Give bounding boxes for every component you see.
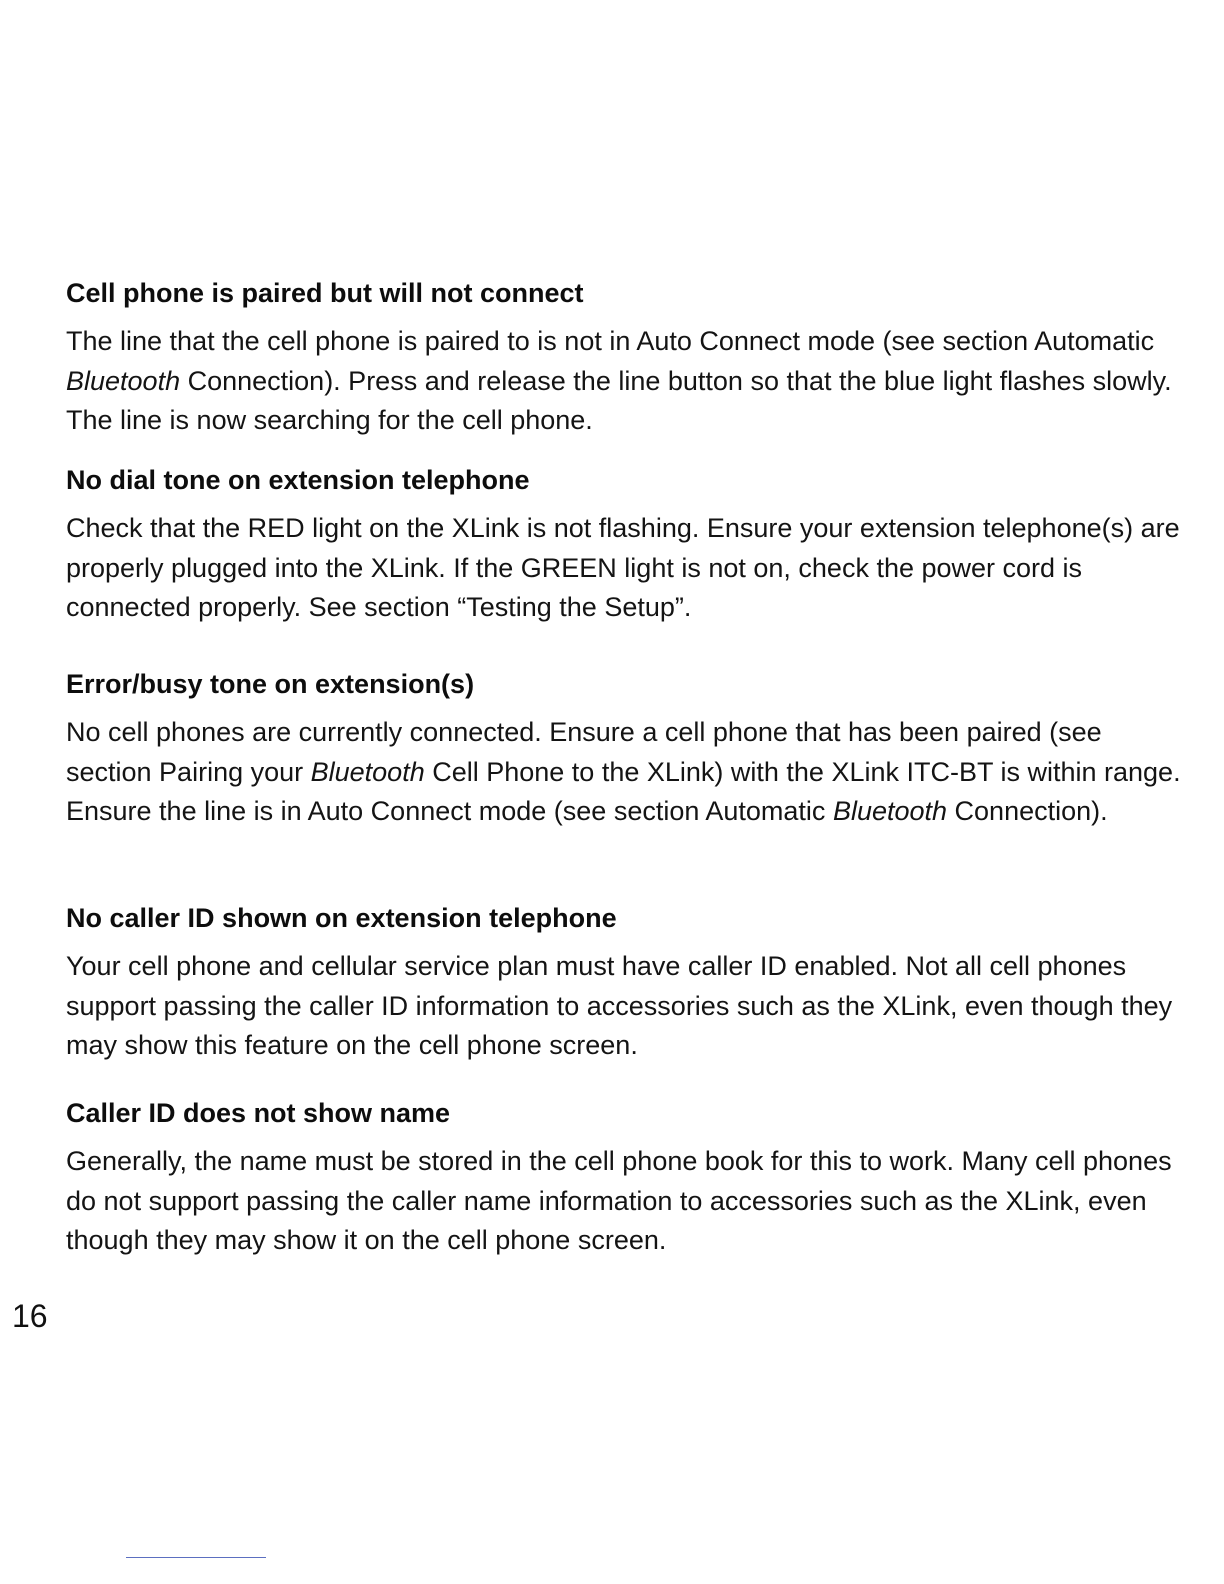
body-text-run: Cell Phone to the XLink) with the XLink ITC-BT is within range. Ensure the line is in Auto Connect mode (see section Automatic — [66, 756, 1181, 826]
footer-rule — [126, 1557, 266, 1558]
body-text-run: No cell phones are currently connected. Ensure a cell phone that has been paired (see section Pairing your — [66, 717, 1102, 787]
body-text-run: Check that the RED light on the XLink is not flashing. Ensure your extension telephone(s) are properly plugged into the XLink. If the GREEN light is not on, check the power cord is connected properly. See section “Testing the Setup”. — [66, 513, 1180, 622]
section-caller-id-no-name — [66, 1096, 1186, 1261]
body-text-italic: Bluetooth — [66, 365, 181, 396]
section-heading: No dial tone on extension telephone — [66, 465, 530, 495]
section-body — [66, 947, 1186, 1066]
body-text-italic: Bluetooth — [832, 796, 948, 826]
section-body — [66, 509, 1186, 628]
body-text-run: Connection). — [947, 796, 1108, 826]
section-heading: Error/busy tone on extension(s) — [66, 669, 475, 699]
section-heading: No caller ID shown on extension telephone — [66, 903, 617, 933]
section-no-dial-tone — [66, 463, 1186, 628]
section-heading: Cell phone is paired but will not connect — [66, 278, 584, 308]
section-paired-not-connect — [66, 276, 1186, 441]
page-number: 16 — [12, 1298, 48, 1334]
body-text-run: Connection). Press and release the line button so that the blue light flashes slowly. The line is now searching for the cell phone. — [66, 365, 1172, 435]
body-text-run: Your cell phone and cellular service plan must have caller ID enabled. Not all cell phones support passing the caller ID information to accessories such as the XLink, even though they may show this feature on the cell phone screen. — [66, 951, 1173, 1060]
body-text-run: Generally, the name must be stored in the cell phone book for this to work. Many cell phones do not support passing the caller name information to accessories such as the XLink, even though they may show it on the cell phone screen. — [66, 1146, 1172, 1255]
section-body — [66, 1142, 1186, 1261]
body-text-run: The line that the cell phone is paired to is not in Auto Connect mode (see section Automatic — [66, 326, 1155, 356]
section-body — [66, 713, 1186, 832]
body-text-italic: Bluetooth — [310, 756, 425, 787]
section-no-caller-id — [66, 901, 1186, 1066]
section-heading: Caller ID does not show name — [66, 1098, 451, 1128]
section-body — [66, 322, 1186, 441]
section-error-busy-tone — [66, 667, 1186, 832]
